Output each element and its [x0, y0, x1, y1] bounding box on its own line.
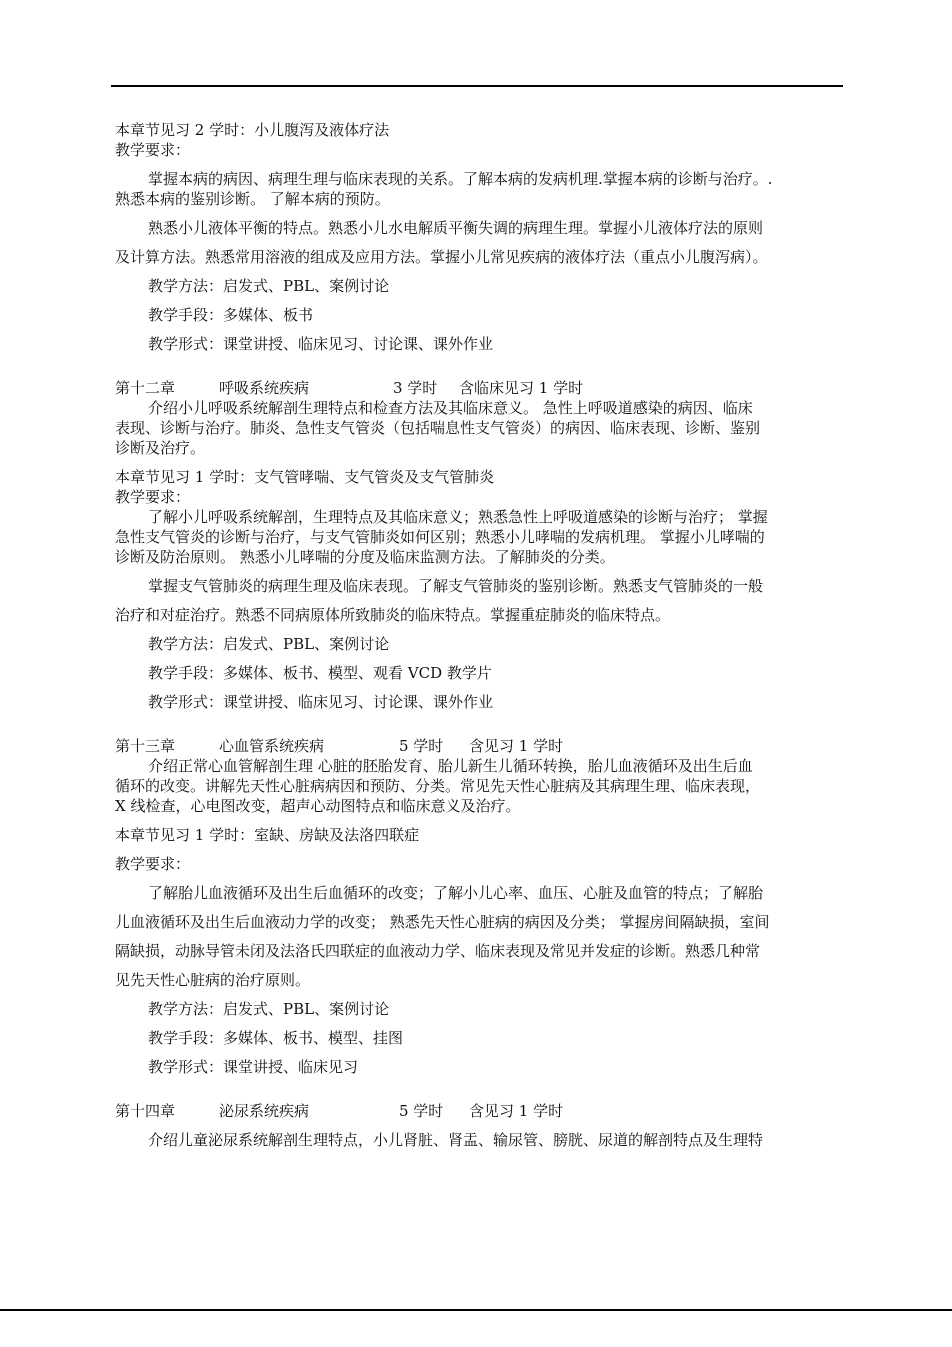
paragraph-line: 掌握支气管肺炎的病理生理及临床表现。了解支气管肺炎的鉴别诊断。熟悉支气管肺炎的一般 [148, 577, 764, 595]
chapter-title: 呼吸系统疾病 [219, 379, 310, 397]
chapter-practice-hours: 含见习 1 学时 [469, 737, 564, 755]
paragraph-line: 熟悉小儿液体平衡的特点。熟悉小儿水电解质平衡失调的病理生理。掌握小儿液体疗法的原则 [148, 219, 764, 237]
paragraph-line: 掌握本病的病因、病理生理与临床表现的关系。了解本病的发病机理.掌握本病的诊断与治疗。. [148, 170, 773, 188]
paragraph-line: 急性支气管炎的诊断与治疗，与支气管肺炎如何区别；熟悉小儿哮喘的发病机理。 掌握小儿哮喘的 [115, 528, 765, 546]
paragraph-line: 儿血液循环及出生后血液动力学的改变； 熟悉先天性心脏病的病因及分类； 掌握房间隔缺损，室间 [115, 913, 770, 931]
teaching-form: 教学形式：课堂讲授、临床见习 [148, 1058, 359, 1076]
paragraph-line: 了解小儿呼吸系统解剖，生理特点及其临床意义；熟悉急性上呼吸道感染的诊断与治疗； 掌握 [148, 508, 768, 526]
teaching-method: 教学方法：启发式、PBL、案例讨论 [148, 277, 390, 295]
paragraph-line: 介绍正常心血管解剖生理 心脏的胚胎发育、胎儿新生儿循环转换，胎儿血液循环及出生后血 [148, 757, 753, 775]
chapter-practice-hours: 含临床见习 1 学时 [459, 379, 584, 397]
teaching-means: 教学手段：多媒体、板书、模型、挂图 [148, 1029, 404, 1047]
teaching-means: 教学手段：多媒体、板书 [148, 306, 314, 324]
teaching-form: 教学形式：课堂讲授、临床见习、讨论课、课外作业 [148, 693, 494, 711]
paragraph-line: 熟悉本病的鉴别诊断。 了解本病的预防。 [115, 190, 390, 208]
paragraph-line: 隔缺损，动脉导管未闭及法洛氏四联症的血液动力学、临床表现及常见并发症的诊断。熟悉几种常 [115, 942, 761, 960]
chapter-title: 泌尿系统疾病 [219, 1102, 310, 1120]
chapter-number: 第十二章 [115, 379, 176, 397]
requirements-label: 教学要求： [115, 141, 191, 159]
chapter-title: 心血管系统疾病 [219, 737, 325, 755]
teaching-form: 教学形式：课堂讲授、临床见习、讨论课、课外作业 [148, 335, 494, 353]
paragraph-line: 表现、诊断与治疗。肺炎、急性支气管炎（包括喘息性支气管炎）的病因、临床表现、诊断、鉴别 [115, 419, 761, 437]
practice-line: 本章节见习 2 学时：小儿腹泻及液体疗法 [115, 121, 390, 139]
chapter-practice-hours: 含见习 1 学时 [469, 1102, 564, 1120]
teaching-method: 教学方法：启发式、PBL、案例讨论 [148, 635, 390, 653]
paragraph-line: 介绍小儿呼吸系统解剖生理特点和检查方法及其临床意义。 急性上呼吸道感染的病因、临床 [148, 399, 753, 417]
requirements-label: 教学要求： [115, 488, 191, 506]
paragraph-line: 诊断及治疗。 [115, 439, 206, 457]
teaching-means: 教学手段：多媒体、板书、模型、观看 VCD 教学片 [148, 664, 492, 682]
paragraph-line: 了解胎儿血液循环及出生后血循环的改变；了解小儿心率、血压、心脏及血管的特点；了解胎 [148, 884, 764, 902]
paragraph-line: 循环的改变。讲解先天性心脏病病因和预防、分类。常见先天性心脏病及其病理生理、临床表现， [115, 777, 761, 795]
practice-line: 本章节见习 1 学时：支气管哮喘、支气管炎及支气管肺炎 [115, 468, 495, 486]
paragraph-line: 介绍儿童泌尿系统解剖生理特点，小儿肾脏、肾盂、输尿管、膀胱、尿道的解剖特点及生理特 [148, 1131, 764, 1149]
chapter-hours: 3 学时 [393, 379, 438, 397]
chapter-number: 第十三章 [115, 737, 176, 755]
paragraph-line: 及计算方法。熟悉常用溶液的组成及应用方法。掌握小儿常见疾病的液体疗法（重点小儿腹泻病）。 [115, 248, 768, 266]
chapter-number: 第十四章 [115, 1102, 176, 1120]
header-rule [111, 85, 843, 87]
chapter-heading [115, 1101, 840, 1121]
chapter-heading [115, 378, 840, 398]
document-body [115, 120, 840, 1150]
paragraph-line: 治疗和对症治疗。熟悉不同病原体所致肺炎的临床特点。掌握重症肺炎的临床特点。 [115, 606, 671, 624]
chapter-hours: 5 学时 [399, 737, 444, 755]
practice-line: 本章节见习 1 学时：室缺、房缺及法洛四联症 [115, 826, 420, 844]
chapter-heading [115, 736, 840, 756]
paragraph-line: 诊断及防治原则。 熟悉小儿哮喘的分度及临床监测方法。了解肺炎的分类。 [115, 548, 615, 566]
footer-rule [0, 1309, 952, 1311]
paragraph-line: X 线检查，心电图改变，超声心动图特点和临床意义及治疗。 [115, 797, 521, 815]
chapter-hours: 5 学时 [399, 1102, 444, 1120]
requirements-label: 教学要求： [115, 855, 191, 873]
teaching-method: 教学方法：启发式、PBL、案例讨论 [148, 1000, 390, 1018]
paragraph-line: 见先天性心脏病的治疗原则。 [115, 971, 311, 989]
